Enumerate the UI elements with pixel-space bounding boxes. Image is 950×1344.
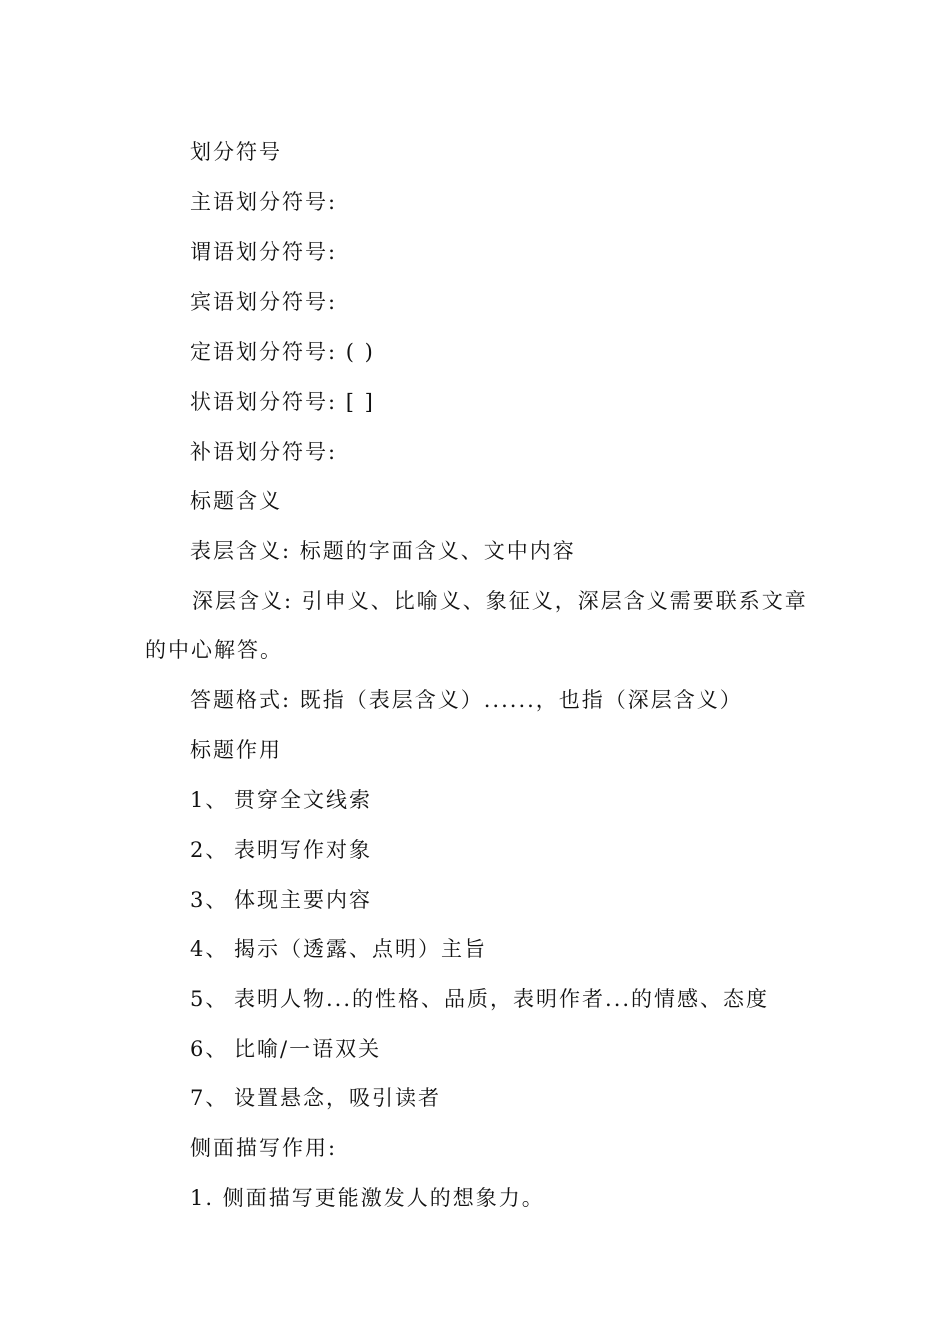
list-item	[190, 985, 769, 1013]
list-item-number: 4、	[190, 937, 229, 961]
list-item-number: 3、	[190, 888, 229, 912]
deep-meaning-line: 深层含义: 引申义、比喻义、象征义，深层含义需要联系文章	[192, 589, 808, 613]
list-item-text: 体现主要内容	[234, 888, 372, 912]
list-item-number: 7、	[190, 1086, 229, 1110]
list-item-number: 2、	[190, 838, 229, 862]
side-description-point-1: 1. 侧面描写更能激发人的想象力。	[190, 1186, 545, 1210]
answer-format-line: 答题格式: 既指（表层含义）......，也指（深层含义）	[190, 688, 743, 712]
list-item-text: 表明写作对象	[234, 838, 372, 862]
deep-meaning-continuation: 的中心解答。	[145, 638, 283, 662]
list-item-text: 表明人物...的性格、品质，表明作者...的情感、态度	[234, 987, 770, 1011]
complement-symbol-line: 补语划分符号:	[190, 440, 338, 464]
heading-side-description: 侧面描写作用:	[190, 1136, 338, 1160]
list-item-number: 6、	[190, 1037, 229, 1061]
surface-meaning-line: 表层含义: 标题的字面含义、文中内容	[190, 539, 576, 563]
heading-title-meaning: 标题含义	[190, 489, 282, 513]
list-item-number: 1、	[190, 788, 229, 812]
predicate-symbol-line: 谓语划分符号:	[190, 240, 338, 264]
heading-division-symbols: 划分符号	[190, 140, 282, 164]
attributive-symbol-line: 定语划分符号: ( )	[190, 340, 375, 364]
list-item-text: 揭示（透露、点明）主旨	[234, 937, 487, 961]
list-item	[190, 836, 372, 864]
list-item-number: 5、	[190, 987, 229, 1011]
list-item	[190, 1084, 441, 1112]
heading-title-function: 标题作用	[190, 738, 282, 762]
list-item	[190, 1035, 381, 1063]
list-item	[190, 935, 487, 963]
adverbial-symbol-line: 状语划分符号: [ ]	[190, 390, 375, 414]
object-symbol-line: 宾语划分符号:	[190, 290, 338, 314]
list-item-text: 贯穿全文线索	[234, 788, 372, 812]
subject-symbol-line: 主语划分符号:	[190, 190, 338, 214]
list-item-text: 设置悬念，吸引读者	[234, 1086, 441, 1110]
list-item-text: 比喻/一语双关	[234, 1037, 382, 1061]
list-item	[190, 886, 372, 914]
list-item	[190, 786, 372, 814]
